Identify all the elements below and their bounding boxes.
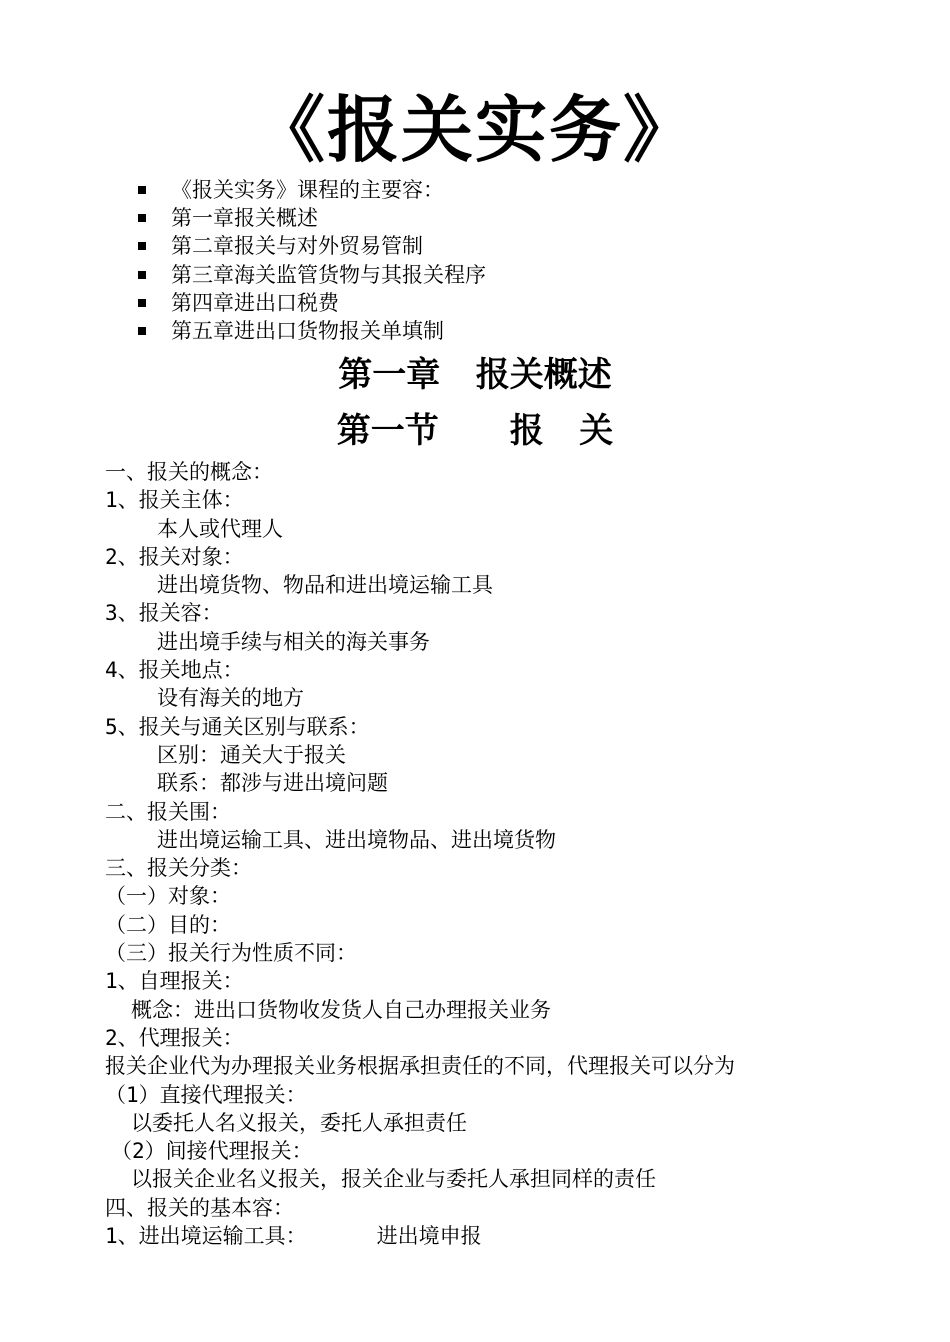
list-item: 第三章海关监管货物与其报关程序 bbox=[138, 261, 486, 289]
agent-declaration-heading: 2、代理报关： bbox=[105, 1025, 244, 1050]
square-bullet-icon bbox=[138, 186, 146, 194]
self-declaration-heading: 1、自理报关： bbox=[105, 969, 244, 994]
square-bullet-icon bbox=[138, 242, 146, 250]
scope-heading: 二、报关围： bbox=[105, 799, 231, 824]
chapter-heading: 第一章 报关概述 bbox=[338, 355, 612, 395]
place-text: 设有海关的地方 bbox=[157, 686, 304, 711]
classification-heading: 三、报关分类： bbox=[105, 856, 252, 881]
list-item: 第五章进出口货物报关单填制 bbox=[138, 317, 486, 345]
subject-text: 本人或代理人 bbox=[157, 516, 283, 541]
square-bullet-icon bbox=[138, 271, 146, 279]
direct-agent-heading: （1）直接代理报关： bbox=[105, 1082, 307, 1107]
course-contents-list bbox=[138, 176, 486, 345]
transport-heading: 1、进出境运输工具： bbox=[105, 1224, 307, 1249]
difference-heading: 5、报关与通关区别与联系： bbox=[105, 714, 370, 739]
concept-heading: 一、报关的概念： bbox=[105, 460, 273, 484]
content-heading: 3、报关容： bbox=[105, 601, 223, 626]
square-bullet-icon bbox=[138, 299, 146, 307]
self-declaration-text: 概念：进出口货物收发货人自己办理报关业务 bbox=[131, 997, 551, 1022]
list-item: 第一章报关概述 bbox=[138, 204, 486, 232]
list-item: 第二章报关与对外贸易管制 bbox=[138, 232, 486, 260]
classification-item: （二）目的： bbox=[105, 912, 231, 937]
difference-text: 区别：通关大于报关 bbox=[157, 742, 346, 767]
indirect-agent-heading: （2）间接代理报关： bbox=[111, 1139, 313, 1164]
classification-item: （一）对象： bbox=[105, 884, 231, 909]
scope-text: 进出境运输工具、进出境物品、进出境货物 bbox=[157, 827, 556, 852]
agent-declaration-text: 报关企业代为办理报关业务根据承担责任的不同，代理报关可以分为 bbox=[105, 1054, 735, 1079]
classification-item: （三）报关行为性质不同： bbox=[105, 941, 357, 966]
direct-agent-text: 以委托人名义报关，委托人承担责任 bbox=[131, 1110, 467, 1135]
transport-text: 进出境申报 bbox=[376, 1224, 482, 1249]
content-text: 进出境手续与相关的海关事务 bbox=[157, 629, 430, 654]
document-title: 《报关实务》 bbox=[252, 87, 697, 172]
object-heading: 2、报关对象： bbox=[105, 544, 244, 569]
relation-text: 联系：都涉与进出境问题 bbox=[157, 771, 388, 796]
place-heading: 4、报关地点： bbox=[105, 658, 244, 683]
square-bullet-icon bbox=[138, 327, 146, 335]
section-heading: 第一节 报 关 bbox=[336, 411, 614, 451]
square-bullet-icon bbox=[138, 214, 146, 222]
transport-line bbox=[105, 1222, 885, 1250]
basic-content-heading: 四、报关的基本容： bbox=[105, 1195, 294, 1220]
document-body bbox=[105, 458, 885, 1250]
subject-heading: 1、报关主体： bbox=[105, 488, 244, 513]
indirect-agent-text: 以报关企业名义报关，报关企业与委托人承担同样的责任 bbox=[131, 1167, 656, 1192]
list-item: 《报关实务》课程的主要容： bbox=[138, 176, 486, 204]
object-text: 进出境货物、物品和进出境运输工具 bbox=[157, 573, 493, 598]
list-item: 第四章进出口税费 bbox=[138, 289, 486, 317]
